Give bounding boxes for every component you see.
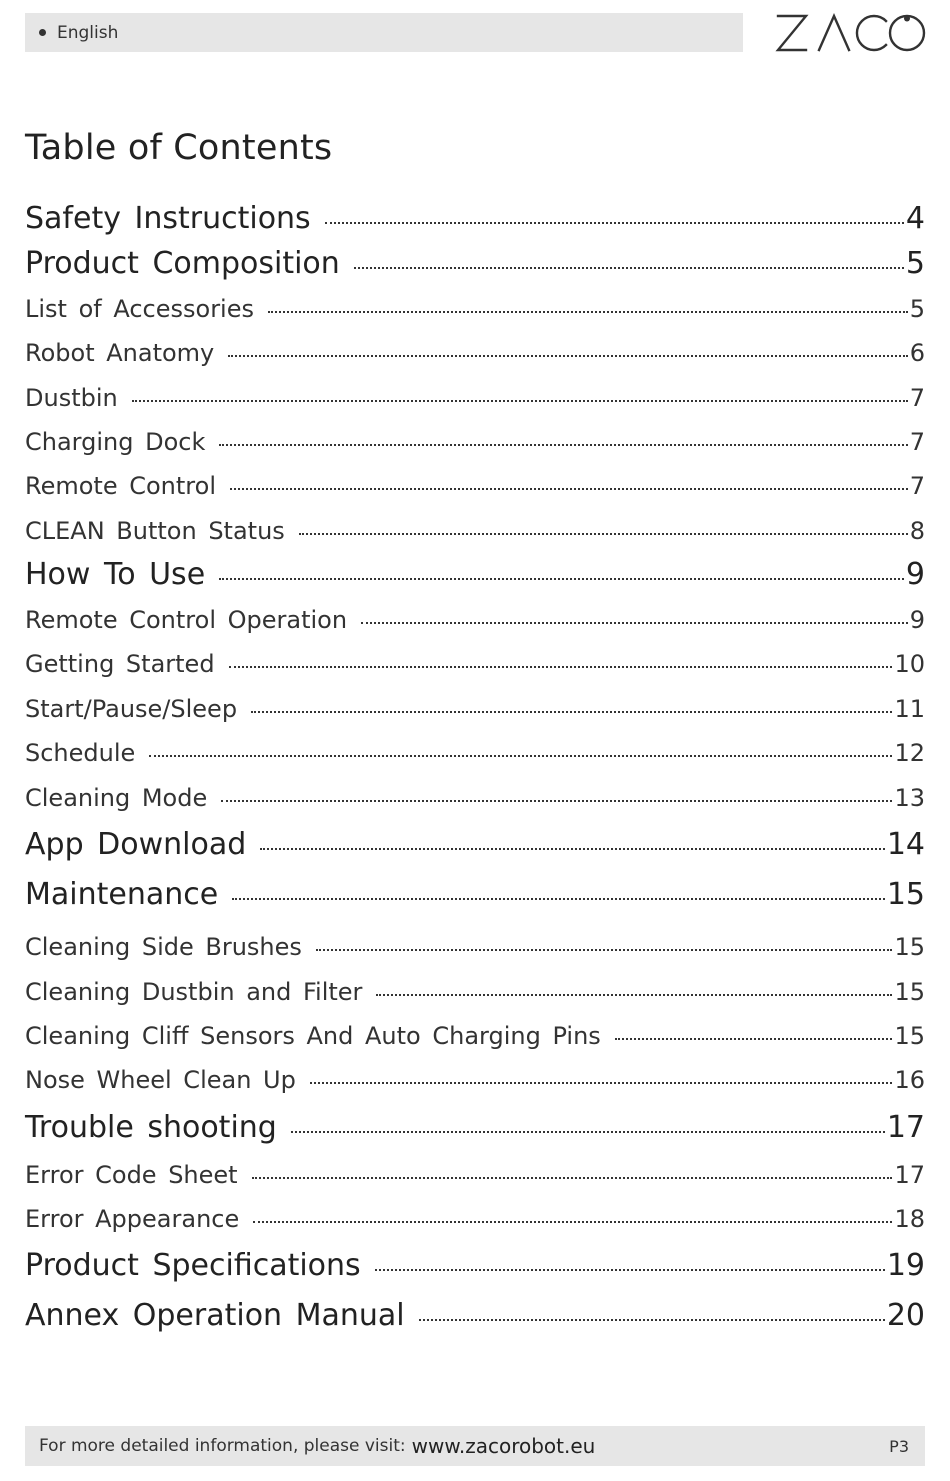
toc-entry-label: Start/Pause/Sleep bbox=[25, 695, 238, 723]
toc-entry-page: 4 bbox=[905, 201, 925, 236]
toc-entry[interactable] bbox=[25, 1022, 925, 1050]
zaco-logo bbox=[775, 8, 927, 56]
toc-entry-label: Trouble shooting bbox=[25, 1110, 277, 1145]
dot-leader bbox=[132, 400, 908, 402]
toc-entry-page: 13 bbox=[894, 784, 925, 812]
toc-entry[interactable] bbox=[25, 933, 925, 961]
toc-entry-label: Safety Instructions bbox=[25, 201, 311, 236]
toc-entry-page: 15 bbox=[894, 933, 925, 961]
dot-leader bbox=[251, 711, 892, 713]
toc-entry-label: Error Code Sheet bbox=[25, 1161, 238, 1189]
footer-bar bbox=[25, 1426, 925, 1466]
toc-entry-page: 17 bbox=[886, 1110, 925, 1145]
toc-entry[interactable] bbox=[25, 1205, 925, 1233]
dot-leader bbox=[230, 488, 908, 490]
toc-entry[interactable] bbox=[25, 384, 925, 412]
toc-entry-page: 16 bbox=[894, 1066, 925, 1094]
toc-entry[interactable] bbox=[25, 695, 925, 723]
dot-leader bbox=[291, 1131, 885, 1133]
toc-entry-label: Cleaning Cliff Sensors And Auto Charging Pins bbox=[25, 1022, 601, 1050]
toc-entry-page: 18 bbox=[894, 1205, 925, 1233]
toc-entry-page: 17 bbox=[894, 1161, 925, 1189]
dot-leader bbox=[260, 848, 885, 850]
toc-entry-label: App Download bbox=[25, 827, 247, 862]
dot-leader bbox=[228, 355, 907, 357]
toc-entry[interactable] bbox=[25, 1298, 925, 1333]
toc-entry-page: 7 bbox=[909, 384, 925, 412]
toc-entry-label: Getting Started bbox=[25, 650, 215, 678]
dot-leader bbox=[375, 1269, 885, 1271]
toc-entry[interactable] bbox=[25, 784, 925, 812]
dot-leader bbox=[316, 949, 893, 951]
dot-leader bbox=[232, 898, 885, 900]
toc-entry[interactable] bbox=[25, 339, 925, 367]
footer-text: For more detailed information, please visit: bbox=[39, 1436, 406, 1456]
toc-entry-label: How To Use bbox=[25, 557, 206, 592]
toc-entry-page: 20 bbox=[886, 1298, 925, 1333]
page-number: P3 bbox=[889, 1436, 909, 1456]
toc-entry-page: 5 bbox=[905, 246, 925, 281]
toc-entry-page: 12 bbox=[894, 739, 925, 767]
toc-entry-page: 19 bbox=[886, 1248, 925, 1283]
dot-leader bbox=[253, 1221, 892, 1223]
toc-entry[interactable] bbox=[25, 827, 925, 862]
language-bar bbox=[25, 13, 743, 52]
toc-entry[interactable] bbox=[25, 877, 925, 912]
toc-entry[interactable] bbox=[25, 978, 925, 1006]
dot-leader bbox=[376, 994, 892, 996]
toc-entry-page: 11 bbox=[894, 695, 925, 723]
toc-entry-label: Product Specifications bbox=[25, 1248, 361, 1283]
footer-url-link[interactable]: www.zacorobot.eu bbox=[411, 1434, 596, 1458]
dot-leader bbox=[419, 1319, 885, 1321]
dot-leader bbox=[354, 267, 904, 269]
dot-leader bbox=[310, 1082, 893, 1084]
toc-title: Table of Contents bbox=[25, 128, 333, 168]
dot-leader bbox=[615, 1038, 893, 1040]
toc-entry[interactable] bbox=[25, 606, 925, 634]
toc-entry-page: 14 bbox=[886, 827, 925, 862]
toc-entry[interactable] bbox=[25, 295, 925, 323]
toc-entry-page: 8 bbox=[909, 517, 925, 545]
dot-leader bbox=[268, 311, 908, 313]
toc-entry-page: 15 bbox=[894, 1022, 925, 1050]
toc-entry-page: 10 bbox=[894, 650, 925, 678]
dot-leader bbox=[361, 622, 908, 624]
toc-entry-label: Nose Wheel Clean Up bbox=[25, 1066, 296, 1094]
dot-leader bbox=[219, 578, 904, 580]
toc-entry-label: Robot Anatomy bbox=[25, 339, 215, 367]
toc-entry[interactable] bbox=[25, 739, 925, 767]
toc-entry[interactable] bbox=[25, 1066, 925, 1094]
language-label: English bbox=[57, 22, 119, 43]
dot-leader bbox=[221, 800, 892, 802]
toc-entry-label: Product Composition bbox=[25, 246, 340, 281]
toc-entry-page: 7 bbox=[909, 428, 925, 456]
toc-entry[interactable] bbox=[25, 246, 925, 281]
toc-entry-label: Remote Control bbox=[25, 472, 216, 500]
toc-entry[interactable] bbox=[25, 557, 925, 592]
toc-entry-page: 7 bbox=[909, 472, 925, 500]
dot-leader bbox=[252, 1177, 893, 1179]
dot-leader bbox=[149, 755, 892, 757]
toc-entry-label: Cleaning Side Brushes bbox=[25, 933, 302, 961]
toc-entry-label: Dustbin bbox=[25, 384, 118, 412]
toc-entry-label: Cleaning Mode bbox=[25, 784, 208, 812]
toc-entry-page: 9 bbox=[905, 557, 925, 592]
toc-entry[interactable] bbox=[25, 650, 925, 678]
toc-entry-page: 6 bbox=[909, 339, 925, 367]
toc-entry[interactable] bbox=[25, 1110, 925, 1145]
toc-entry-label: Annex Operation Manual bbox=[25, 1298, 405, 1333]
toc-entry-label: Schedule bbox=[25, 739, 136, 767]
bullet-icon bbox=[39, 29, 46, 36]
toc-entry-label: Error Appearance bbox=[25, 1205, 240, 1233]
toc-entry-page: 9 bbox=[909, 606, 925, 634]
toc-entry[interactable] bbox=[25, 428, 925, 456]
toc-entry-label: List of Accessories bbox=[25, 295, 254, 323]
toc-entry[interactable] bbox=[25, 472, 925, 500]
toc-entry[interactable] bbox=[25, 1161, 925, 1189]
dot-leader bbox=[229, 666, 893, 668]
toc-entry-label: Remote Control Operation bbox=[25, 606, 348, 634]
toc-entry-page: 15 bbox=[894, 978, 925, 1006]
toc-entry[interactable] bbox=[25, 1248, 925, 1283]
toc-entry-label: CLEAN Button Status bbox=[25, 517, 285, 545]
toc-entry-page: 15 bbox=[886, 877, 925, 912]
toc-entry-page: 5 bbox=[909, 295, 925, 323]
dot-leader bbox=[325, 222, 904, 224]
toc-entry-label: Cleaning Dustbin and Filter bbox=[25, 978, 363, 1006]
dot-leader bbox=[219, 444, 907, 446]
toc-entry[interactable] bbox=[25, 201, 925, 236]
toc-entry-label: Charging Dock bbox=[25, 428, 206, 456]
toc-entry-label: Maintenance bbox=[25, 877, 219, 912]
toc-entry[interactable] bbox=[25, 517, 925, 545]
dot-leader bbox=[299, 533, 908, 535]
